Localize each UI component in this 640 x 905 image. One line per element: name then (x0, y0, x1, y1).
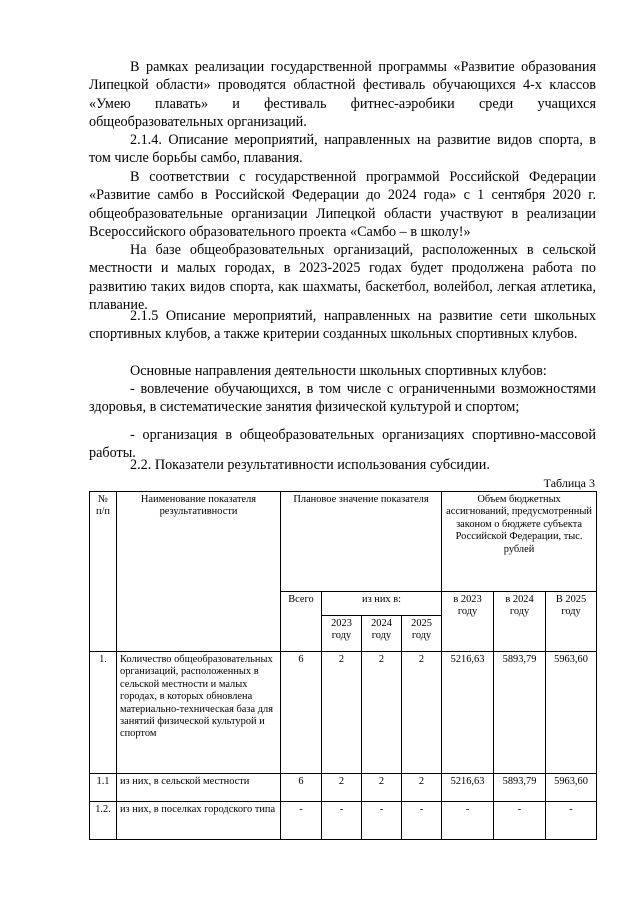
paragraph-rural-sports: На базе общеобразовательных организаций, расположенных в сельской местности и малых городах, в 2023-2025 годах будет продолжена работа по развитию таких видов спорта, как шахматы, баскетбол, волейбол, легкая атлетика, плавание. (89, 242, 596, 314)
row-num: 1.2. (90, 802, 117, 840)
row-2025: 2 (402, 774, 442, 802)
paragraph-bullet-organization: - организация в общеобразовательных организациях спортивно-массовой работы. (89, 427, 596, 462)
row-budget-2025: 5963,60 (546, 652, 597, 774)
row-budget-2024: 5893,79 (494, 774, 546, 802)
row-budget-2025: 5963,60 (546, 774, 597, 802)
paragraph-festivals: В рамках реализации государственной программы «Развитие образования Липецкой области» проводятся областной фестиваль обучающихся 4-х классов «Умею плавать» и фестиваль фитнес-аэробики среди учащихся общеобразовательных организаций. (89, 59, 596, 131)
row-budget-2023: 5216,63 (442, 652, 494, 774)
row-indicator-name: из них, в поселках городского типа (117, 802, 281, 840)
row-total: 6 (281, 652, 322, 774)
row-2025: 2 (402, 652, 442, 774)
paragraph-section-2-1-4: 2.1.4. Описание мероприятий, направленных на развитие видов спорта, в том числе борьбы самбо, плавания. (89, 132, 596, 167)
header-budget-2023: в 2023 году (442, 592, 494, 652)
row-total: - (281, 802, 322, 840)
row-budget-2024: - (494, 802, 546, 840)
paragraph-bullet-involvement: - вовлечение обучающихся, в том числе с ограниченными возможностями здоровья, в систематические занятия физической культурой и спортом; (89, 381, 596, 416)
paragraph-section-2-2: 2.2. Показатели результативности использования субсидии. (130, 457, 490, 473)
row-2024: - (362, 802, 402, 840)
row-2023: 2 (322, 652, 362, 774)
table-caption: Таблица 3 (543, 476, 595, 490)
row-2023: - (322, 802, 362, 840)
header-year-2024: 2024 году (362, 616, 402, 652)
row-total: 6 (281, 774, 322, 802)
row-budget-2024: 5893,79 (494, 652, 546, 774)
row-budget-2025: - (546, 802, 597, 840)
row-indicator-name: Количество общеобразовательных организаций, расположенных в сельской местности и малых городах, в которых обновлена материально-техническая база для занятий физической культурой и спортом (117, 652, 281, 774)
row-indicator-name: из них, в сельской местности (117, 774, 281, 802)
row-2024: 2 (362, 774, 402, 802)
header-budget-2024: в 2024 году (494, 592, 546, 652)
paragraph-section-2-1-5: 2.1.5 Описание мероприятий, направленных на развитие сети школьных спортивных клубов, а также критерии созданных школьных спортивных клубов. (89, 308, 596, 343)
row-budget-2023: - (442, 802, 494, 840)
row-2023: 2 (322, 774, 362, 802)
header-indicator-name: Наименование показателя результативности (117, 492, 281, 652)
header-num: № п/п (90, 492, 117, 652)
header-budget-2025: В 2025 году (546, 592, 597, 652)
row-2025: - (402, 802, 442, 840)
header-of-which: из них в: (322, 592, 442, 616)
paragraph-sambo-program: В соответствии с государственной программой Российской Федерации «Развитие самбо в Российской Федерации до 2024 года» с 1 сентября 2020 г. общеобразовательные организации Липецкой области участвуют в реализации Всероссийского образовательного проекта «Самбо – в школу!» (89, 169, 596, 241)
table-row (90, 652, 597, 774)
row-2024: 2 (362, 652, 402, 774)
row-num: 1. (90, 652, 117, 774)
row-num: 1.1 (90, 774, 117, 802)
header-year-2025: 2025 году (402, 616, 442, 652)
header-budget: Объем бюджетных ассигнований, предусмотренный законом о бюджете субъекта Российской Федерации, тыс. рублей (442, 492, 597, 592)
header-total: Всего (281, 592, 322, 652)
paragraph-club-directions: Основные направления деятельности школьных спортивных клубов: (130, 363, 547, 379)
table-row (90, 802, 597, 840)
header-planned-value: Плановое значение показателя (281, 492, 442, 592)
table-row (90, 774, 597, 802)
indicators-table (89, 491, 597, 840)
header-year-2023: 2023 году (322, 616, 362, 652)
table-header-row (90, 492, 597, 592)
row-budget-2023: 5216,63 (442, 774, 494, 802)
